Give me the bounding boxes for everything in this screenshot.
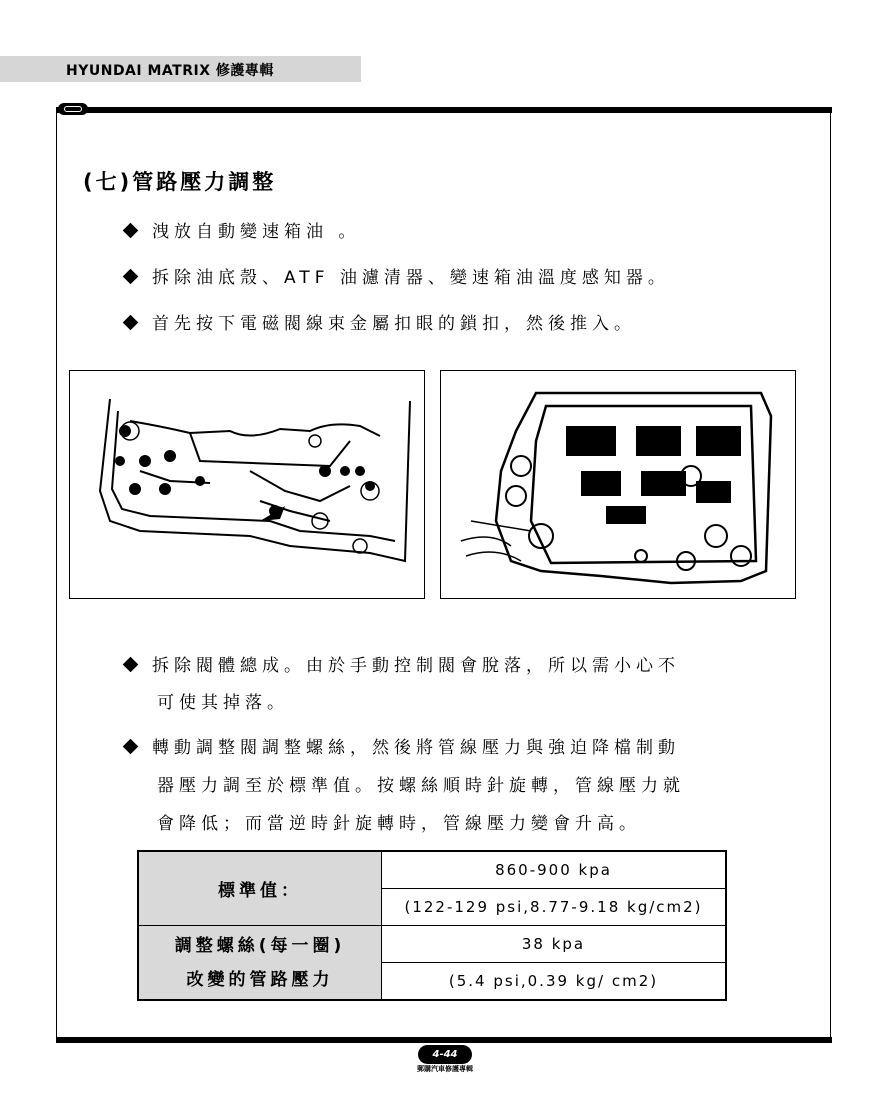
bullet-continuation: 可使其掉落。: [157, 693, 289, 713]
publisher-logo-icon: [58, 103, 88, 115]
bullet-item: [122, 222, 360, 242]
spec-value: 38 kpa: [382, 926, 727, 963]
header-title: HYUNDAI MATRIX 修護專輯: [66, 63, 274, 79]
frame-left-border: [56, 113, 57, 1040]
bullet-text: 洩放自動變速箱油 。: [152, 222, 361, 242]
figure-valve-body-top: [440, 370, 796, 599]
diamond-bullet-icon: [123, 223, 139, 239]
footer-caption: 郵購汽車修護專輯: [417, 1065, 473, 1073]
diamond-bullet-icon: [123, 657, 139, 673]
table-row: [138, 926, 726, 963]
diamond-bullet-icon: [123, 269, 139, 285]
spec-value: (5.4 psi,0.39 kg/ cm2): [382, 963, 727, 1001]
bullet-continuation: 器壓力調至於標準值。按螺絲順時針旋轉，管線壓力就: [157, 776, 685, 796]
section-title: (七)管路壓力調整: [83, 170, 277, 194]
spec-table: [137, 850, 727, 1001]
bottom-rule: [56, 1037, 832, 1043]
diamond-bullet-icon: [123, 315, 139, 331]
spec-value: (122-129 psi,8.77-9.18 kg/cm2): [382, 889, 727, 926]
frame-right-border: [830, 113, 831, 1040]
bullet-item: [122, 314, 636, 334]
figure-valve-body-underside: [69, 370, 425, 599]
table-row: [138, 851, 726, 889]
bullet-item: [122, 268, 670, 288]
bullet-item: [122, 738, 680, 758]
spec-label-line: 標準值：: [218, 881, 302, 901]
valve-body-drawing-left: [70, 371, 424, 598]
bullet-item: [122, 656, 680, 676]
bullet-text: 拆除油底殼、ATF 油濾清器、變速箱油溫度感知器。: [152, 268, 670, 288]
top-rule: [56, 107, 832, 113]
bullet-text: 首先按下電磁閥線束金屬扣眼的鎖扣，然後推入。: [152, 314, 636, 334]
bullet-continuation: 會降低；而當逆時針旋轉時，管線壓力變會升高。: [157, 814, 641, 834]
bullet-text: 拆除閥體總成。由於手動控制閥會脫落，所以需小心不: [152, 656, 680, 676]
spec-value: 860-900 kpa: [382, 851, 727, 889]
diamond-bullet-icon: [123, 739, 139, 755]
valve-body-drawing-right: [441, 371, 795, 598]
spec-label-line: 調整螺絲(每一圈): [174, 935, 346, 956]
spec-label-standard: [138, 851, 382, 926]
spec-label-adjust: [138, 926, 382, 1001]
bullet-text: 轉動調整閥調整螺絲，然後將管線壓力與強迫降檔制動: [152, 738, 680, 758]
page-number: 4-44: [418, 1045, 472, 1064]
spec-label-line: 改變的管路壓力: [186, 969, 334, 990]
